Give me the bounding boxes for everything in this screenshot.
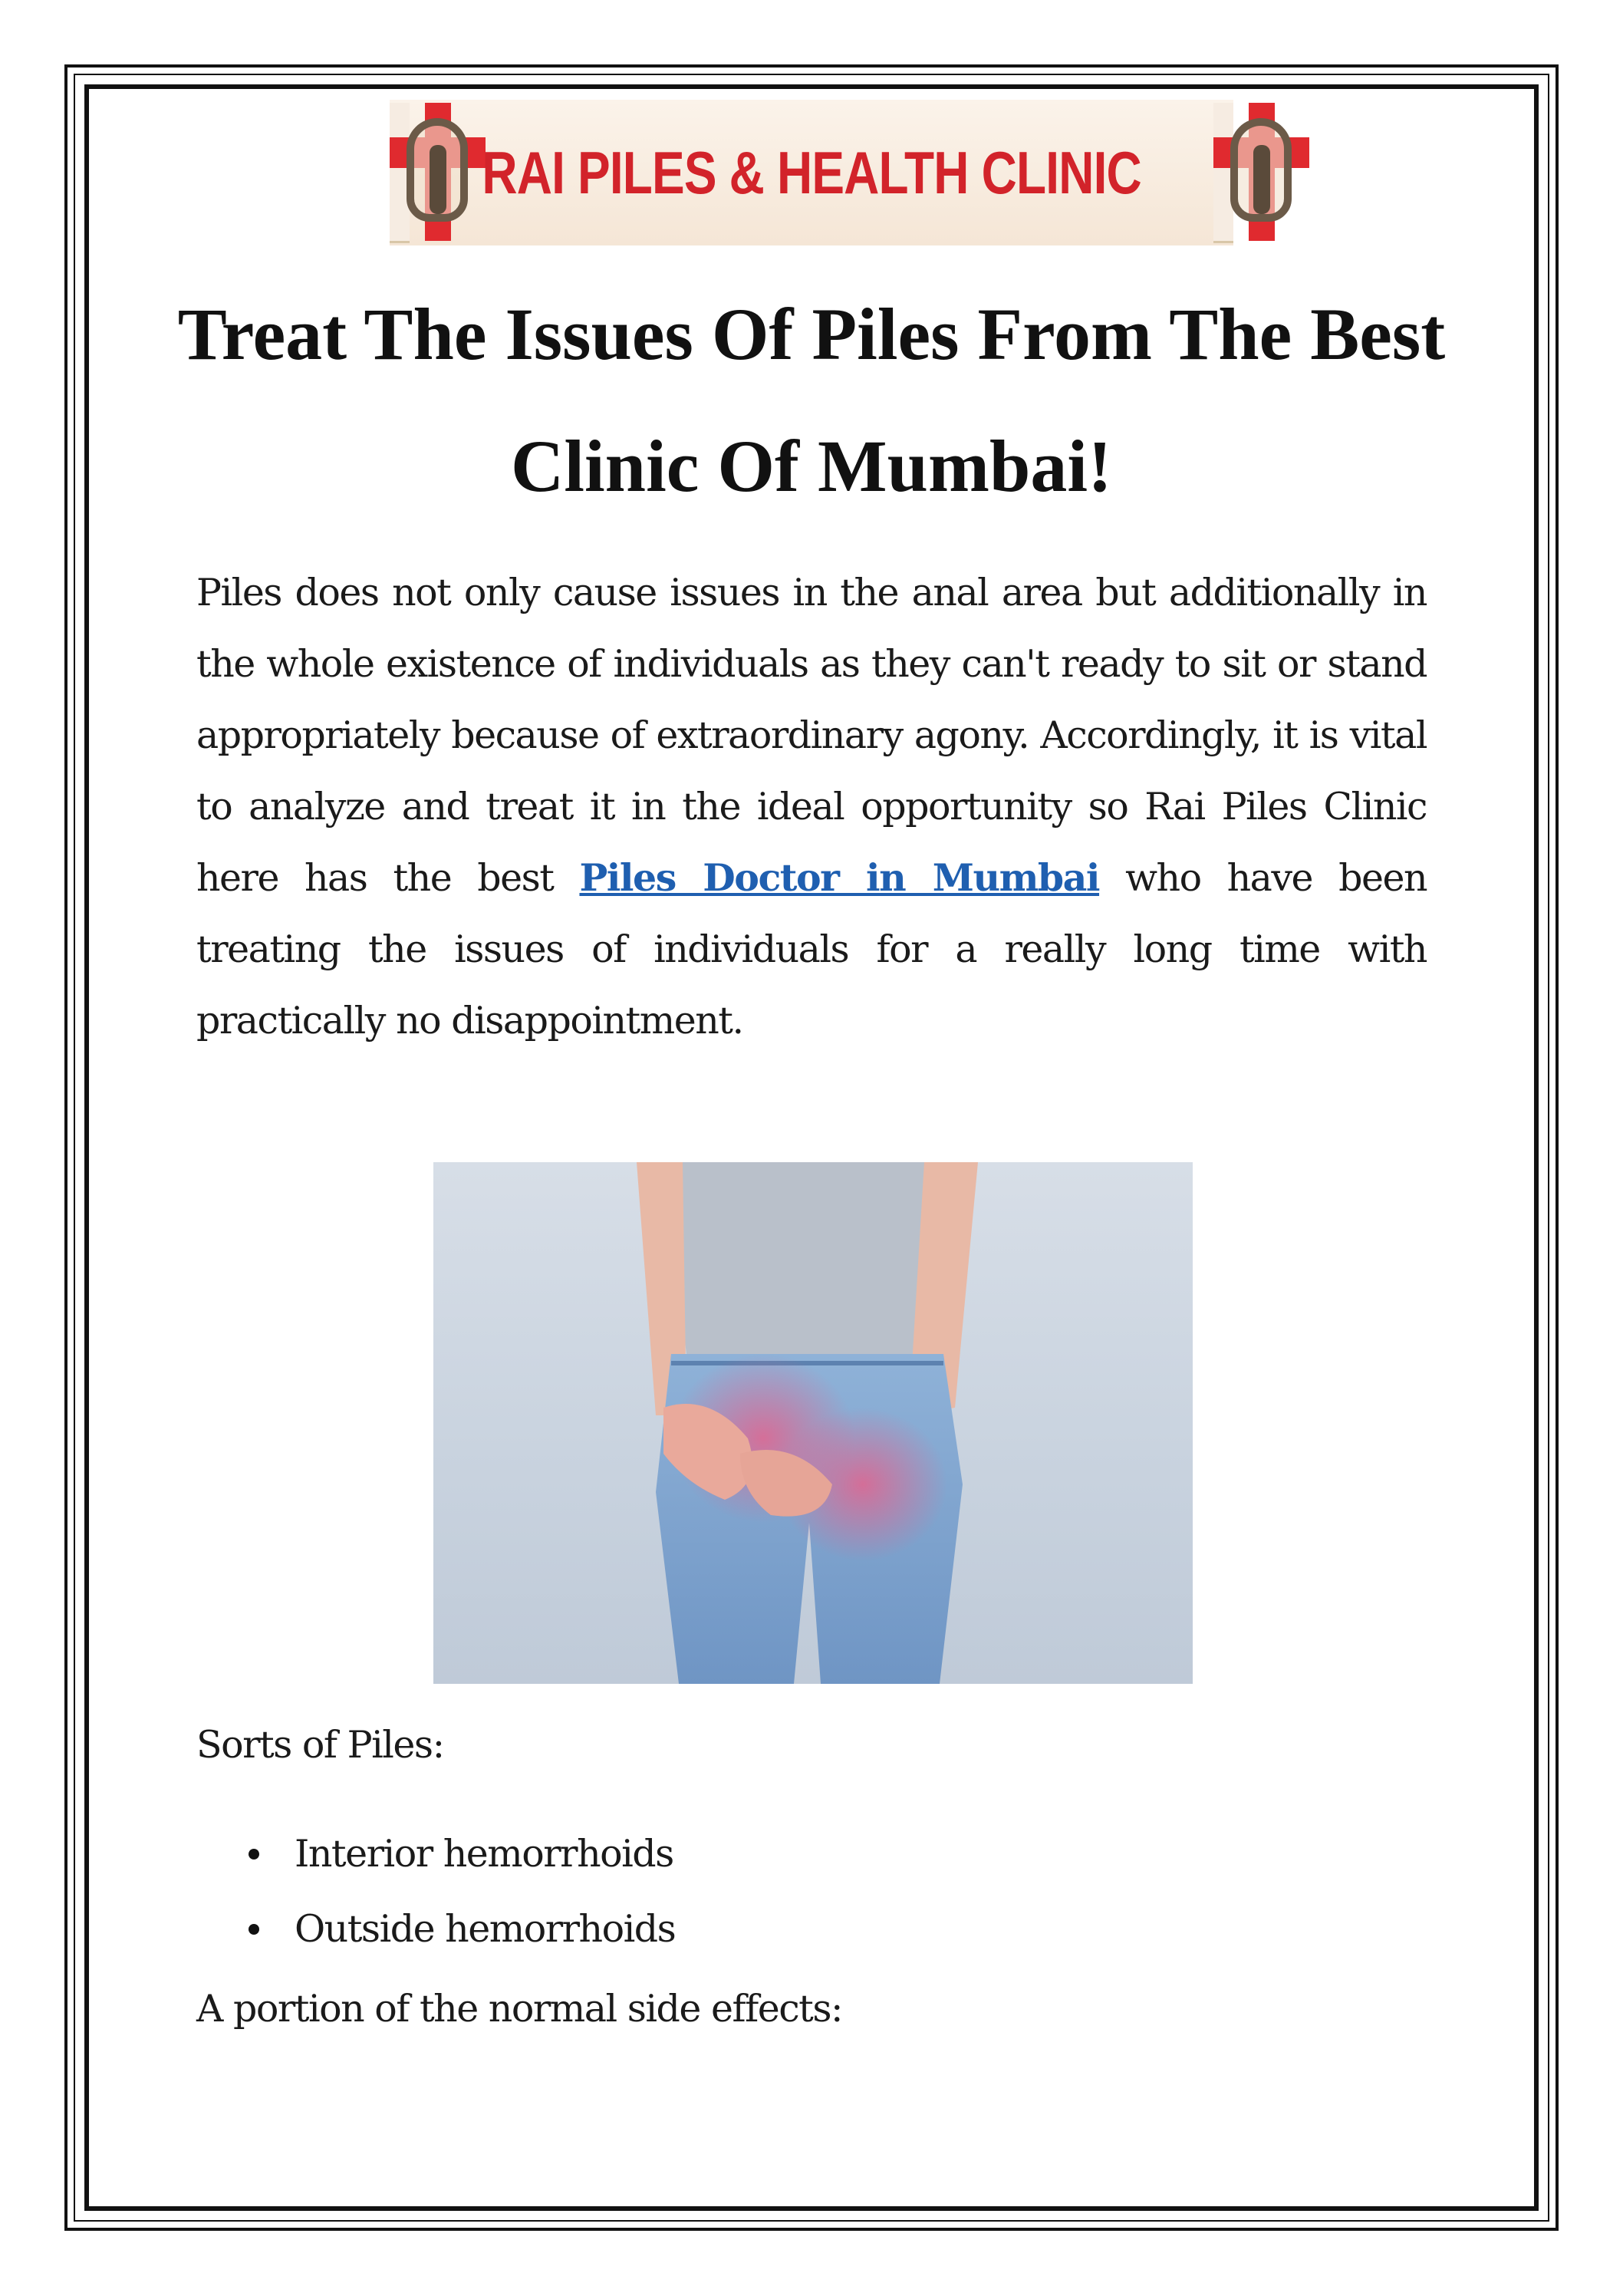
sorts-list — [196, 1817, 675, 1967]
sorts-heading: Sorts of Piles: — [196, 1723, 444, 1767]
piles-doctor-link[interactable]: Piles Doctor in Mumbai — [579, 855, 1100, 900]
article-photo — [433, 1162, 1193, 1684]
medical-cross-icon — [390, 103, 410, 243]
clinic-logo — [390, 100, 1233, 245]
page-title: Treat The Issues Of Piles From The Best Clinic Of Mumbai! — [177, 293, 1446, 507]
medical-cross-icon — [1213, 103, 1233, 243]
intro-text-end: who have been treating the issues of individuals for a really long time with practically no disappointment. — [196, 856, 1427, 1043]
list-item: Interior hemorrhoids — [196, 1817, 675, 1892]
intro-text-start: Piles does not only cause issues in the anal area but additionally in the whole existence of individuals as they can't ready to sit or stand appropriately because of extraordinary agony. Accordingly, it is vital to analyze and treat it in the ideal opportunity so Rai Piles Clinic here has the best — [196, 571, 1427, 900]
intro-paragraph — [196, 557, 1427, 1056]
side-effects-heading: A portion of the normal side effects: — [196, 1987, 843, 2031]
logo-text: RAI PILES & HEALTH CLINIC — [482, 138, 1141, 206]
list-item: Outside hemorrhoids — [196, 1892, 675, 1967]
